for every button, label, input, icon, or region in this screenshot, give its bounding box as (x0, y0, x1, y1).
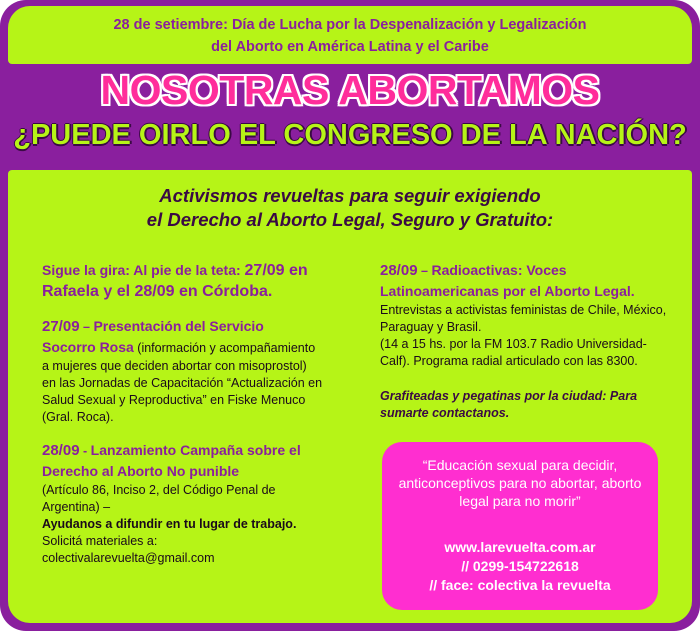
event-body-line: (Artículo 86, Inciso 2, del Código Penal de (42, 483, 276, 497)
event-body-line: (Gral. Roca). (42, 410, 114, 424)
event-body-line: Calf). Programa radial articulado con las 8300. (380, 354, 638, 368)
event-date: 27/09 (42, 318, 80, 335)
event-title: Lanzamiento Campaña sobre el (90, 442, 301, 458)
event-date: 28/09 (380, 262, 418, 279)
event-title: Presentación del Servicio (93, 318, 264, 334)
intro-text (8, 184, 692, 232)
event-title: Radioactivas: Voces (431, 262, 567, 278)
dash: – (79, 320, 94, 334)
event-body-line: (14 a 15 hs. por la FM 103.7 Radio Universidad- (380, 337, 647, 351)
gira-block (42, 260, 352, 302)
quote-line-3: legal para no morir” (459, 493, 581, 509)
grafiteadas-line-2: sumarte contactanos. (380, 406, 510, 420)
event-body-line: Entrevistas a activistas feministas de Chile, México, (380, 303, 667, 317)
header-line-1: 28 de setiembre: Día de Lucha por la Despenalización y Legalización (113, 17, 587, 33)
phone-number: // 0299-154722618 (461, 558, 579, 574)
slogan-quote (392, 456, 648, 510)
content-panel (8, 170, 692, 623)
grafiteadas-block (380, 388, 680, 422)
gira-label: Sigue la gira: Al pie de la teta: (42, 262, 245, 278)
header-date-text (8, 14, 692, 58)
event-radioactivas (380, 260, 680, 370)
event-title-cont: Socorro Rosa (42, 339, 134, 355)
right-column (380, 260, 680, 422)
request-text: Solicitá materiales a: (42, 534, 158, 548)
help-text: Ayudanos a difundir en tu lugar de trabajo. (42, 517, 297, 531)
left-column (42, 260, 352, 567)
main-title: NOSOTRAS ABORTAMOS (100, 67, 600, 113)
email-text: colectivalarevuelta@gmail.com (42, 551, 215, 565)
event-date: 28/09 (42, 442, 80, 459)
dash: – (417, 264, 432, 278)
event-campana (42, 440, 352, 567)
event-body: (información y acompañamiento (133, 341, 316, 355)
event-socorro-rosa (42, 316, 352, 426)
website-link[interactable]: www.larevuelta.com.ar (444, 539, 596, 555)
event-body-line: Paraguay y Brasil. (380, 320, 482, 334)
dash: - (79, 444, 91, 458)
gira-cities: Rafaela y el 28/09 en Córdoba. (42, 283, 273, 300)
event-body-line: Argentina) – (42, 500, 111, 514)
subtitle: ¿PUEDE OIRLO EL CONGRESO DE LA NACIÓN? (13, 119, 687, 151)
header-line-2: del Aborto en América Latina y el Caribe (211, 39, 489, 55)
quote-line-1: “Educación sexual para decidir, (422, 457, 618, 473)
event-body-line: en las Jornadas de Capacitación “Actualización en (42, 376, 323, 390)
event-body-line: a mujeres que deciden abortar con misoprostol) (42, 359, 307, 373)
contact-box (382, 442, 658, 610)
contact-info (392, 538, 648, 595)
intro-line-1: Activismos revueltas para seguir exigiendo (159, 185, 541, 206)
quote-line-2: anticonceptivos para no abortar, aborto (398, 475, 642, 491)
gira-date: 27/09 en (244, 262, 308, 279)
event-title-cont: Latinoamericanas por el Aborto Legal. (380, 283, 635, 299)
facebook-link[interactable]: // face: colectiva la revuelta (429, 577, 611, 593)
event-title-cont: Derecho al Aborto No punible (42, 463, 240, 479)
grafiteadas-line-1: Grafiteadas y pegatinas por la ciudad: Para (380, 389, 638, 403)
header-banner (8, 6, 692, 64)
event-body-line: Salud Sexual y Reproductiva” en Fiske Menuco (42, 393, 306, 407)
intro-line-2: el Derecho al Aborto Legal, Seguro y Gratuito: (146, 209, 554, 230)
